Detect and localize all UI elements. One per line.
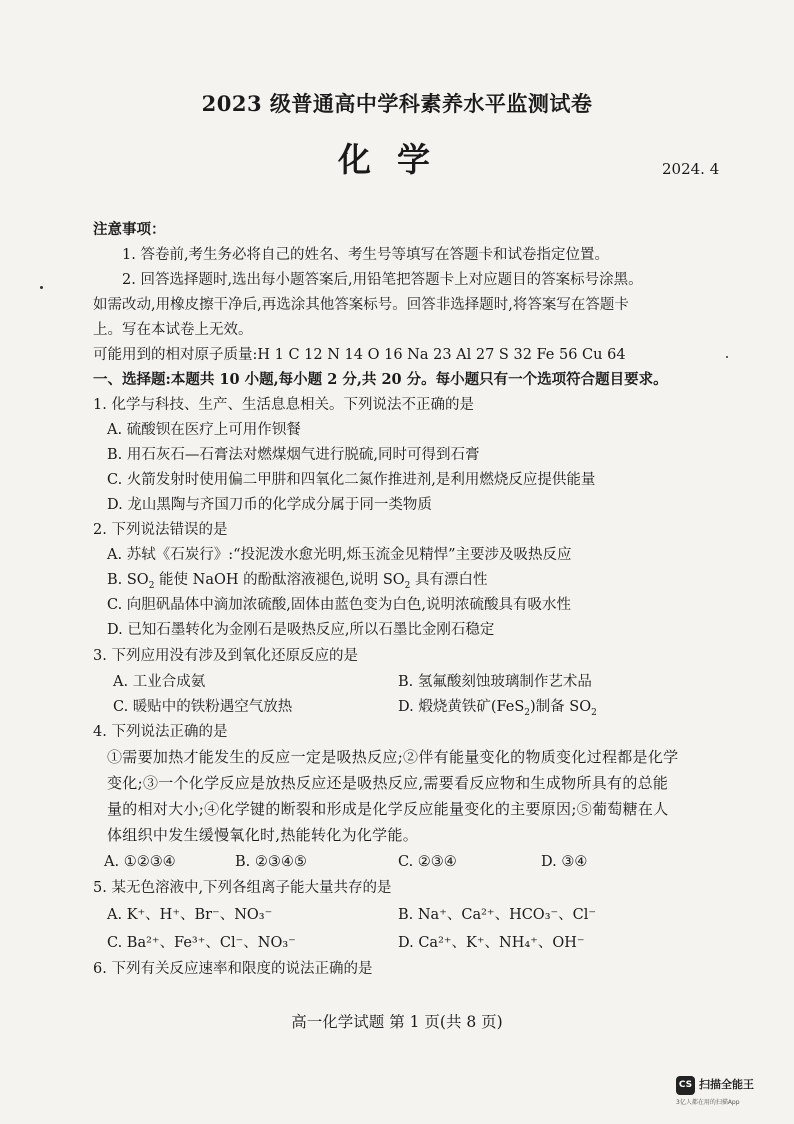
question-1-stem: 1. 化学与科技、生产、生活息息相关。下列说法不正确的是 <box>93 397 474 413</box>
question-4-option-a: A. ①②③④ <box>104 854 176 870</box>
question-2-stem: 2. 下列说法错误的是 <box>93 522 228 538</box>
question-5-option-c: C. Ba²⁺、Fe³⁺、Cl⁻、NO₃⁻ <box>107 935 296 951</box>
scanner-tagline: 3亿人都在用的扫描App <box>676 1099 740 1106</box>
question-5-stem: 5. 某无色溶液中,下列各组离子能大量共存的是 <box>93 880 392 896</box>
question-1-option-b: B. 用石灰石—石膏法对燃煤烟气进行脱硫,同时可得到石膏 <box>107 447 480 463</box>
question-3-option-d: D. 煅烧黄铁矿(FeS$_2$)制备 $SO_2$ <box>398 699 597 718</box>
scanner-app-name: 扫描全能王 <box>699 1078 754 1091</box>
atomic-masses: 可能用到的相对原子质量:H 1 C 12 N 14 O 16 Na 23 Al 27 S 32 Fe 56 Cu 64 <box>93 347 626 363</box>
scan-speck <box>726 356 728 358</box>
notice-item-2-line-3: 上。写在本试卷上无效。 <box>93 322 253 338</box>
question-4-stem: 4. 下列说法正确的是 <box>93 724 228 740</box>
question-3-stem: 3. 下列应用没有涉及到氧化还原反应的是 <box>93 648 358 664</box>
exam-date: 2024. 4 <box>662 160 720 178</box>
notice-item-1: 1. 答卷前,考生务必将自己的姓名、考生号等填写在答题卡和试卷指定位置。 <box>122 247 610 263</box>
question-2-option-a: A. 苏轼《石炭行》:“投泥泼水愈光明,烁玉流金见精悍”主要涉及吸热反应 <box>107 547 572 563</box>
question-3-option-a: A. 工业合成氨 <box>113 674 206 690</box>
question-6-stem: 6. 下列有关反应速率和限度的说法正确的是 <box>93 961 373 977</box>
notice-heading: 注意事项： <box>93 221 166 238</box>
question-5-option-b: B. Na⁺、Ca²⁺、HCO₃⁻、Cl⁻ <box>398 907 597 923</box>
exam-title: 2023 级普通高中学科素养水平监测试卷 <box>201 91 593 116</box>
question-3-option-c: C. 暖贴中的铁粉遇空气放热 <box>113 699 293 715</box>
question-4-statement-line-2: 变化;③一个化学反应是放热反应还是吸热反应,需要看反应物和生成物所具有的总能 <box>107 774 669 792</box>
scanner-watermark <box>676 1073 786 1107</box>
question-2-option-d: D. 已知石墨转化为金刚石是吸热反应,所以石墨比金刚石稳定 <box>107 622 495 638</box>
section-1-heading: 一、选择题:本题共 10 小题,每小题 2 分,共 20 分。每小题只有一个选项符合题目要求。 <box>93 371 668 388</box>
subject-heading: 化学 <box>338 140 456 179</box>
notice-item-2-line-2: 如需改动,用橡皮擦干净后,再选涂其他答案标号。回答非选择题时,将答案写在答题卡 <box>93 297 629 313</box>
scan-speck <box>40 286 43 289</box>
question-4-option-b: B. ②③④⑤ <box>235 854 307 870</box>
question-4-statement-line-4: 体组织中发生缓慢氧化时,热能转化为化学能。 <box>107 826 419 844</box>
question-1-option-a: A. 硫酸钡在医疗上可用作钡餐 <box>107 422 301 438</box>
notice-item-2-line-1: 2. 回答选择题时,选出每小题答案后,用铅笔把答题卡上对应题目的答案标号涂黑。 <box>122 272 643 288</box>
question-5-option-d: D. Ca²⁺、K⁺、NH₄⁺、OH⁻ <box>398 935 585 951</box>
question-4-statement-line-3: 量的相对大小;④化学键的断裂和形成是化学反应能量变化的主要原因;⑤葡萄糖在人 <box>107 800 669 818</box>
page-footer: 高一化学试题 第 1 页(共 8 页) <box>291 1013 503 1031</box>
question-2-option-b: B. $SO_2$ 能使 NaOH 的酚酞溶液褪色,说明 $SO_2$ 具有漂白性 <box>107 572 488 591</box>
question-5-option-a: A. K⁺、H⁺、Br⁻、NO₃⁻ <box>107 907 273 923</box>
camscanner-logo-icon: CS <box>676 1076 695 1095</box>
question-1-option-c: C. 火箭发射时使用偏二甲肼和四氧化二氮作推进剂,是利用燃烧反应提供能量 <box>107 472 596 488</box>
question-4-option-d: D. ③④ <box>541 854 588 870</box>
question-4-option-c: C. ②③④ <box>398 854 457 870</box>
question-2-option-c: C. 向胆矾晶体中滴加浓硫酸,固体由蓝色变为白色,说明浓硫酸具有吸水性 <box>107 597 572 613</box>
question-4-statement-line-1: ①需要加热才能发生的反应一定是吸热反应;②伴有能量变化的物质变化过程都是化学 <box>107 748 679 766</box>
question-1-option-d: D. 龙山黑陶与齐国刀币的化学成分属于同一类物质 <box>107 497 432 513</box>
question-3-option-b: B. 氢氟酸刻蚀玻璃制作艺术品 <box>398 674 592 690</box>
